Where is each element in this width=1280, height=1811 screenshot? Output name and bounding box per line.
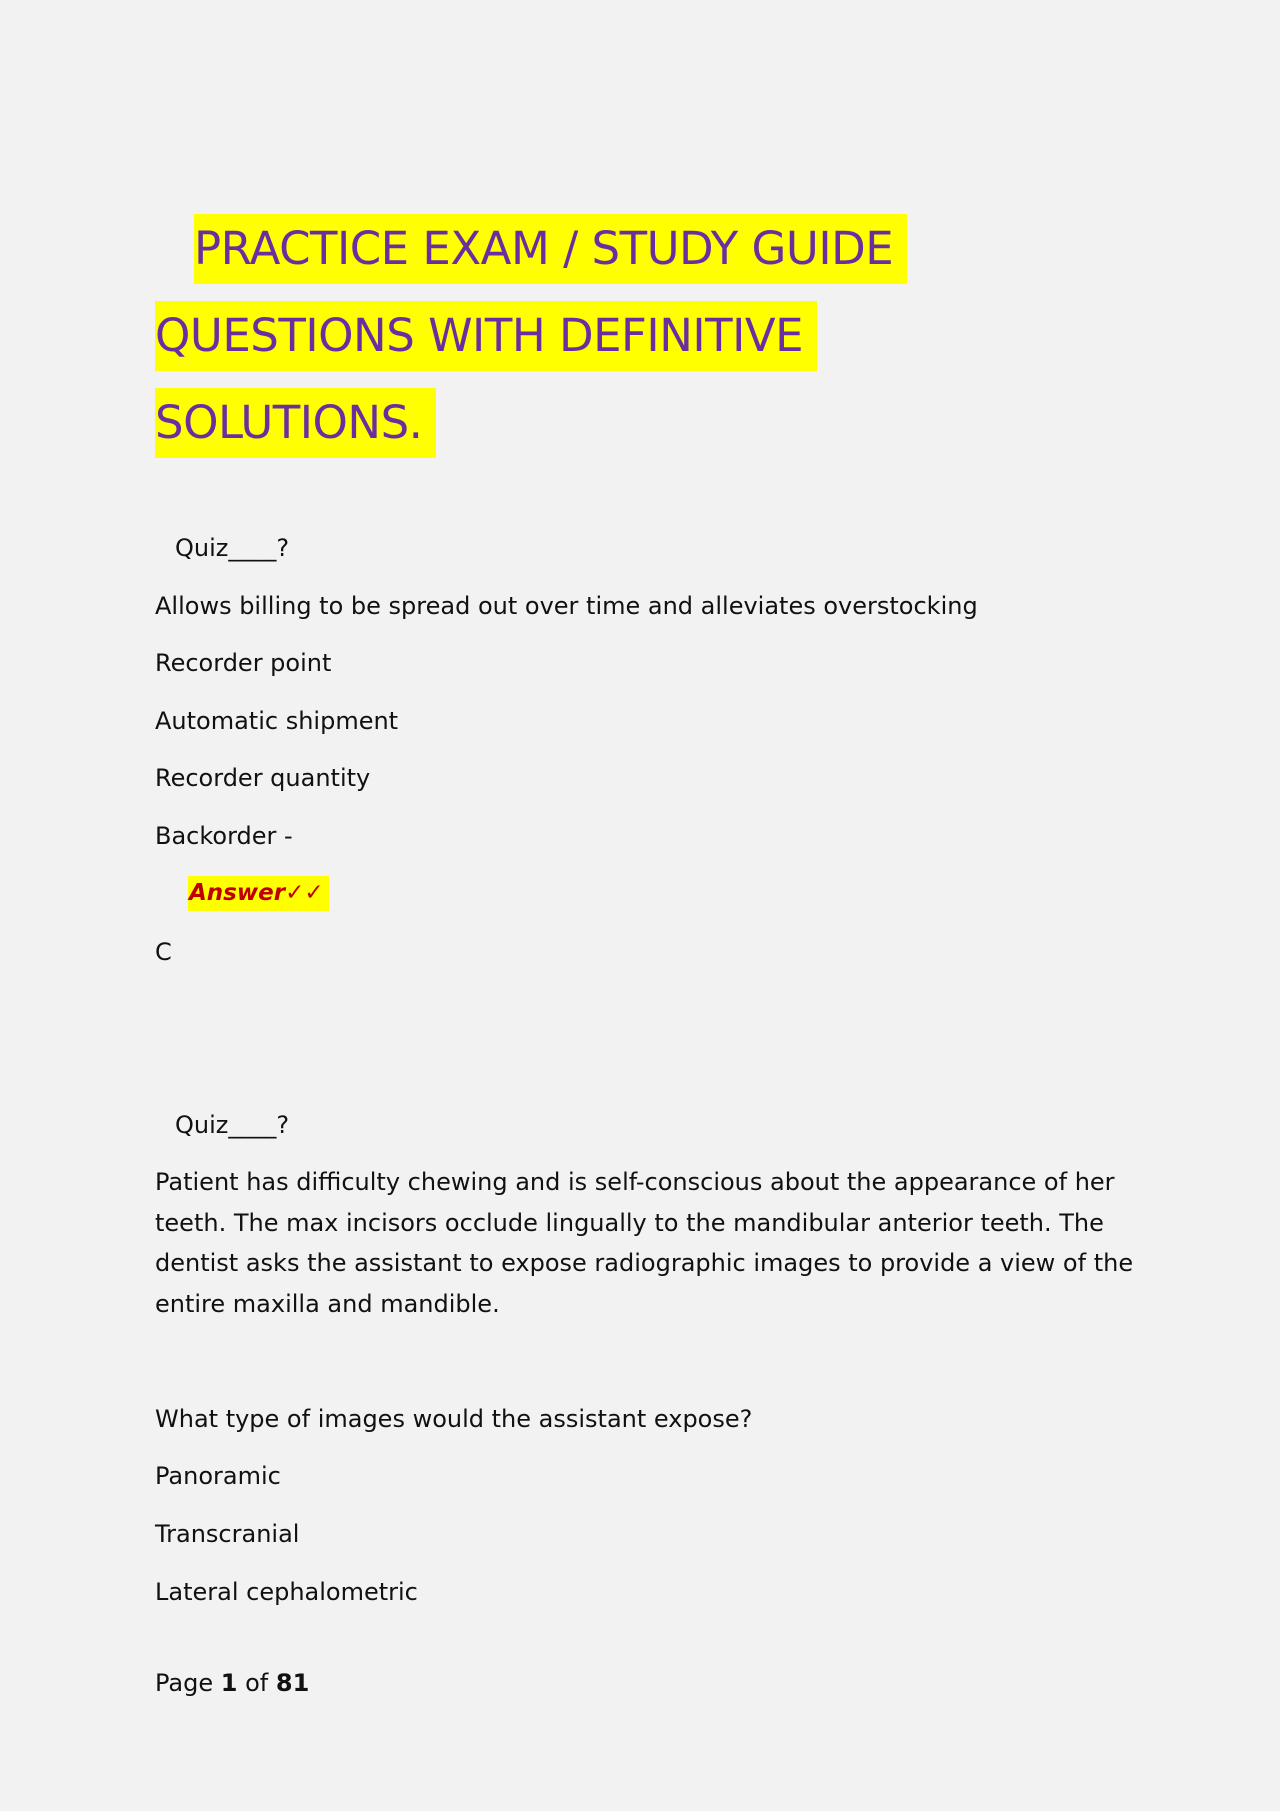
question-2-option-1: Panoramic: [155, 1462, 281, 1490]
question-2-prompt: Patient has difficulty chewing and is self-conscious about the appearance of her teeth. The max incisors occlude lingually to the mandibular anterior teeth. The dentist asks the assistant to expose radiographic images to provide a view of the entire maxilla and mandible.: [155, 1168, 1134, 1318]
question-2-option-2: Transcranial: [155, 1520, 300, 1548]
question-1-label: Quiz____?: [175, 534, 290, 562]
question-1-option-1: Recorder point: [155, 649, 332, 677]
footer-current-page: 1: [220, 1669, 238, 1697]
footer-total-pages: 81: [275, 1669, 310, 1697]
check-marks-icon: ✓✓: [285, 880, 324, 906]
question-1-answer: C: [155, 938, 172, 966]
question-1-option-2: Automatic shipment: [155, 707, 399, 735]
answer-badge: [188, 876, 329, 911]
question-1-option-3: Recorder quantity: [155, 764, 371, 792]
title-line-3: SOLUTIONS.: [155, 388, 436, 458]
footer-page-word: Page: [155, 1669, 214, 1697]
footer-of-word: of: [245, 1669, 269, 1697]
page-footer: [155, 1663, 309, 1703]
question-1-prompt: Allows billing to be spread out over time and alleviates overstocking: [155, 592, 978, 620]
question-1-option-4: Backorder -: [155, 822, 293, 850]
title-line-2: QUESTIONS WITH DEFINITIVE: [155, 301, 817, 371]
question-2-question: What type of images would the assistant expose?: [155, 1405, 753, 1433]
document-title: [155, 208, 1115, 469]
question-2-option-3: Lateral cephalometric: [155, 1578, 418, 1606]
answer-label: Answer: [189, 880, 286, 906]
question-2-label: Quiz____?: [175, 1111, 290, 1139]
title-line-1: PRACTICE EXAM / STUDY GUIDE: [194, 214, 907, 284]
